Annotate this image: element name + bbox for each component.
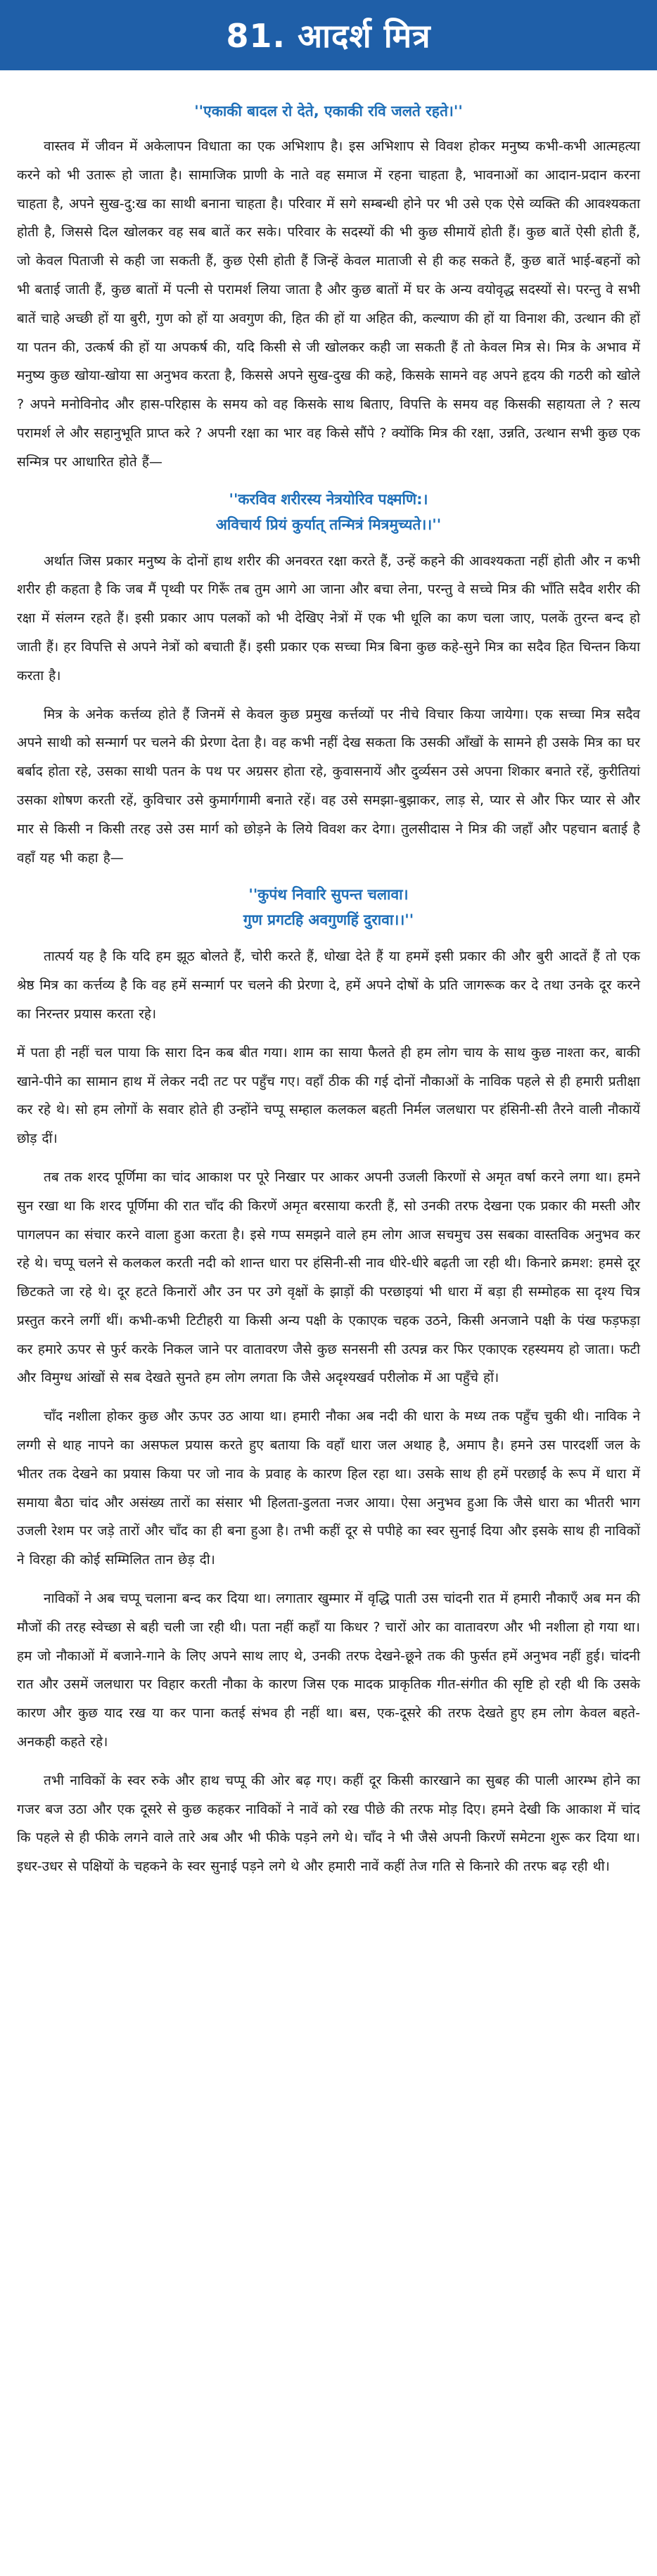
title-bar — [0, 0, 657, 70]
paragraph: तभी नाविकों के स्वर रुके और हाथ चप्पू की ओर बढ़ गए। कहीं दूर किसी कारखाने का सुबह की पाली आरम्भ होने का गजर बज उठा और एक दूसरे से कुछ कहकर नाविकों ने नावें को रख पीछे की तरफ मोड़ दिए। हमने देखी कि आकाश में चांद कि पहले से ही फीके लगने वाले तारे अब और भी फीके पड़ने लगे थे। चाँद ने भी जैसे अपनी किरणें समेटना शुरू कर दिया था। इधर-उधर से पक्षियों के चहकने के स्वर सुनाई पड़ने लगे थे और हमारी नावें कहीं तेज गति से किनारे की तरफ बढ़ रही थी। — [17, 1772, 641, 1875]
paragraph: मित्र के अनेक कर्त्तव्य होते हैं जिनमें से केवल कुछ प्रमुख कर्त्तव्यों पर नीचे विचार किया जायेगा। एक सच्चा मित्र सदैव अपने साथी को सन्मार्ग पर चलने की प्रेरणा देता है। वह कभी नहीं देख सकता कि उसकी आँखों के सामने ही उसके मित्र का घर बर्बाद होता रहे, उसका साथी पतन के पथ पर अग्रसर होता रहे, कुवासनायें और दुर्व्यसन उसे अपना शिकार बनाते रहें, कुरीतियां उसका शोषण करती रहें, कुविचार उसे कुमार्गगामी बनाते रहें। वह उसे समझा-बुझाकर, लाड़ से, प्यार से और फिर प्यार से और मार से किसी न किसी तरह उसे उस मार्ग को छोड़ने के लिये विवश कर देगा। तुलसीदास ने मित्र की जहाँ और पहचान बताई है वहाँ यह भी कहा है— — [17, 706, 640, 866]
paragraph: चाँद नशीला होकर कुछ और ऊपर उठ आया था। हमारी नौका अब नदी की धारा के मध्य तक पहुँच चुकी थी। नाविक ने लग्गी से थाह नापने का असफल प्रयास करते हुए बताया कि वहाँ धारा जल अथाह है, अमाप है। हमने उस पारदर्शी जल के भीतर तक देखने का प्रयास किया पर जो नाव के प्रवाह के कारण हिल रहा था। उसके साथ ही हमें परछाईं के रूप में धारा में समाया बैठा चांद और असंख्य तारों का संसार भी हिलता-डुलता नजर आया। ऐसा अनुभव हुआ कि जैसे धारा का भीतरी भाग उजली रेशम पर जड़े तारों और चाँद का ही बना हुआ है। तभी कहीं दूर से पपीहे का स्वर सुनाई दिया और इसके साथ ही नाविकों ने विरहा की कोई सम्मिलित तान छेड़ दी। — [17, 1409, 640, 1568]
paragraph: तात्पर्य यह है कि यदि हम झूठ बोलते हैं, चोरी करते हैं, धोखा देते हैं या हममें इसी प्रकार की और बुरी आदतें हैं तो एक श्रेष्ठ मित्र का कर्त्तव्य है कि वह हमें सन्मार्ग पर चलने की प्रेरणा दे, हमें अपने दोषों के प्रति जागरूक कर दे तथा उनके दूर करने का निरन्तर प्रयास करता रहे। — [17, 949, 640, 1022]
opening-quote: ''एकाकी बादल रो देते, एकाकी रवि जलते रहते।'' — [194, 103, 463, 120]
sanskrit-shloka: ''करविव शरीरस्य नेत्रयोरिव पक्ष्मणि:। अविचार्य प्रियं कुर्यात् तन्मित्रं मित्रमुच्यते।।'' — [215, 490, 442, 533]
page-title: 81. आदर्श मित्र — [226, 17, 431, 55]
paragraph: अर्थात जिस प्रकार मनुष्य के दोनों हाथ शरीर की अनवरत रक्षा करते हैं, उन्हें कहने की आवश्यकता नहीं होती और न कभी शरीर ही कहता है कि जब मैं पृथ्वी पर गिरूँ तब तुम आगे आ जाना और बचा लेना, परन्तु वे सच्चे मित्र की भाँति सदैव शरीर की रक्षा में संलग्न रहते हैं। इसी प्रकार आप पलकों को भी देखिए नेत्रों में एक भी धूलि का कण चला जाए, पलकें तुरन्त बन्द हो जाती हैं। हर विपत्ति से अपने नेत्रों को बचाती हैं। इसी प्रकार एक सच्चा मित्र बिना कुछ कहे-सुने मित्र का सदैव हित चिन्तन किया करता है। — [17, 553, 640, 684]
paragraph: तब तक शरद पूर्णिमा का चांद आकाश पर पूरे निखार पर आकर अपनी उजली किरणों से अमृत वर्षा करने लगा था। हमने सुन रखा था कि शरद पूर्णिमा की रात चाँद की किरणें अमृत बरसाया करती हैं, सो उनकी तरफ देखना एक प्रकार की मस्ती और पागलपन का संचार करने वाला हुआ करता है। इसे गप्प समझने वाले हम लोग आज सचमुच उस सबका वास्तविक अनुभव कर रहे थे। चप्पू चलने से कलकल करती नदी को शान्त धारा पर हंसिनी-सी नाव धीरे-धीरे बढ़ती जा रही थी। किनारे क्रमश: हमसे दूर छिटकते जा रहे थे। दूर हटते किनारों और उन पर उगे वृक्षों के झाड़ों की परछाइयां भी धारा में बड़ा ही सम्मोहक सा दृश्य चित्र प्रस्तुत करने लगीं थीं। कभी-कभी टिटीहरी या किसी अन्य पक्षी के एकाएक चहक उठने, किसी अनजाने पक्षी के पंख फड़फड़ा कर हमारे ऊपर से फुर्र करके निकल जाने पर वातावरण जैसे कुछ सनसनी सी उत्पन्न कर फिर एकाएक रहस्यमय हो जाता। फटी और विमुग्ध आंखों से सब देखते सुनते हम लोग लगता कि जैसे अदृश्यखर्व परीलोक में आ पहुँचे हों। — [17, 1169, 640, 1386]
paragraph: वास्तव में जीवन में अकेलापन विधाता का एक अभिशाप है। इस अभिशाप से विवश होकर मनुष्य कभी-कभी आत्महत्या करने को भी उतारू हो जाता है। सामाजिक प्राणी के नाते वह समाज में रहना चाहता है, भावनाओं का आदान-प्रदान करना चाहता है, अपने सुख-दु:ख का साथी बनाना चाहता है। परिवार में सगे सम्बन्धी होने पर भी उसे एक ऐसे व्यक्ति की आवश्यकता होती है, जिससे दिल खोलकर वह सब बातें कर सके। परिवार के सदस्यों की भी कुछ सीमायें होती हैं। कुछ बातें ऐसी होती हैं, जो केवल पिताजी से कही जा सकती हैं, कुछ ऐसी होती हैं जिन्हें केवल माताजी से ही कह सकते हैं, कुछ बातें भाई-बहनों को भी बताई जाती हैं, कुछ बातों में पत्नी से परामर्श लिया जाता है और कुछ बातों में घर के अन्य वयोवृद्ध सदस्यों से। परन्तु वे सभी बातें चाहे अच्छी हों या बुरी, गुण को हों या अवगुण की, हित की हों या अहित की, कल्याण की हों या विनाश की, उत्थान की हों या पतन की, उत्कर्ष की हों या अपकर्ष की, यदि किसी से जी खोलकर कही जा सकती हैं तो केवल मित्र से। मित्र के अभाव में मनुष्य कुछ खोया-खोया सा अनुभव करता है, किससे अपने सुख-दुख की कहे, किसके सामने वह अपने हृदय की गठरी को खोले ? अपने मनोविनोद और हास-परिहास के समय को वह किसके साथ बिताए, विपत्ति के समय वह किसकी सहायता ले ? सत्य परामर्श ले और सहानुभूति प्राप्त करे ? अपनी रक्षा का भार वह किसे सौंपे ? क्योंकि मित्र की रक्षा, उन्नति, उत्थान सभी कुछ एक सन्मित्र पर आधारित होते हैं— — [17, 139, 640, 470]
paragraph: नाविकों ने अब चप्पू चलाना बन्द कर दिया था। लगातार खुम्मार में वृद्धि पाती उस चांदनी रात में हमारी नौकाएँ अब मन की मौजों की तरह स्वेच्छा से बही चली जा रही थी। पता नहीं कहाँ या किधर ? चारों ओर का वातावरण और भी नशीला हो गया था। हम जो नौकाओं में बजाने-गाने के लिए अपने साथ लाए थे, उनकी तरफ देखने-छूने तक की फुर्सत हमें अनुभव नहीं हुई। चांदनी रात और उसमें जलधारा पर विहार करती नौका के कारण जिस एक मादक प्राकृतिक गीत-संगीत की सृष्टि हो रही थी कि उसके कारण और कुछ याद रख या कर पाना कतई संभव ही नहीं था। बस, एक-दूसरे की तरफ देखते हुए हम लोग केवल बहते-अनकही कहते रहे। — [17, 1591, 640, 1750]
tulsidas-chaupai: ''कुपंथ निवारि सुपन्त चलावा। गुण प्रगटहि अवगुणहिं दुरावा।।'' — [243, 886, 414, 929]
paragraph: में पता ही नहीं चल पाया कि सारा दिन कब बीत गया। शाम का साया फैलते ही हम लोग चाय के साथ कुछ नाश्ता कर, बाकी खाने-पीने का सामान हाथ में लेकर नदी तट पर पहुँच गए। वहाँ ठीक की गई दोनों नौकाओं के नाविक पहले से ही हमारी प्रतीक्षा कर रहे थे। सो हम लोगों के सवार होते ही उन्होंने चप्पू सम्हाल कलकल बहती निर्मल जलधारा पर हंसिनी-सी तैरने वाली नौकायें छोड़ दीं। — [17, 1044, 640, 1147]
